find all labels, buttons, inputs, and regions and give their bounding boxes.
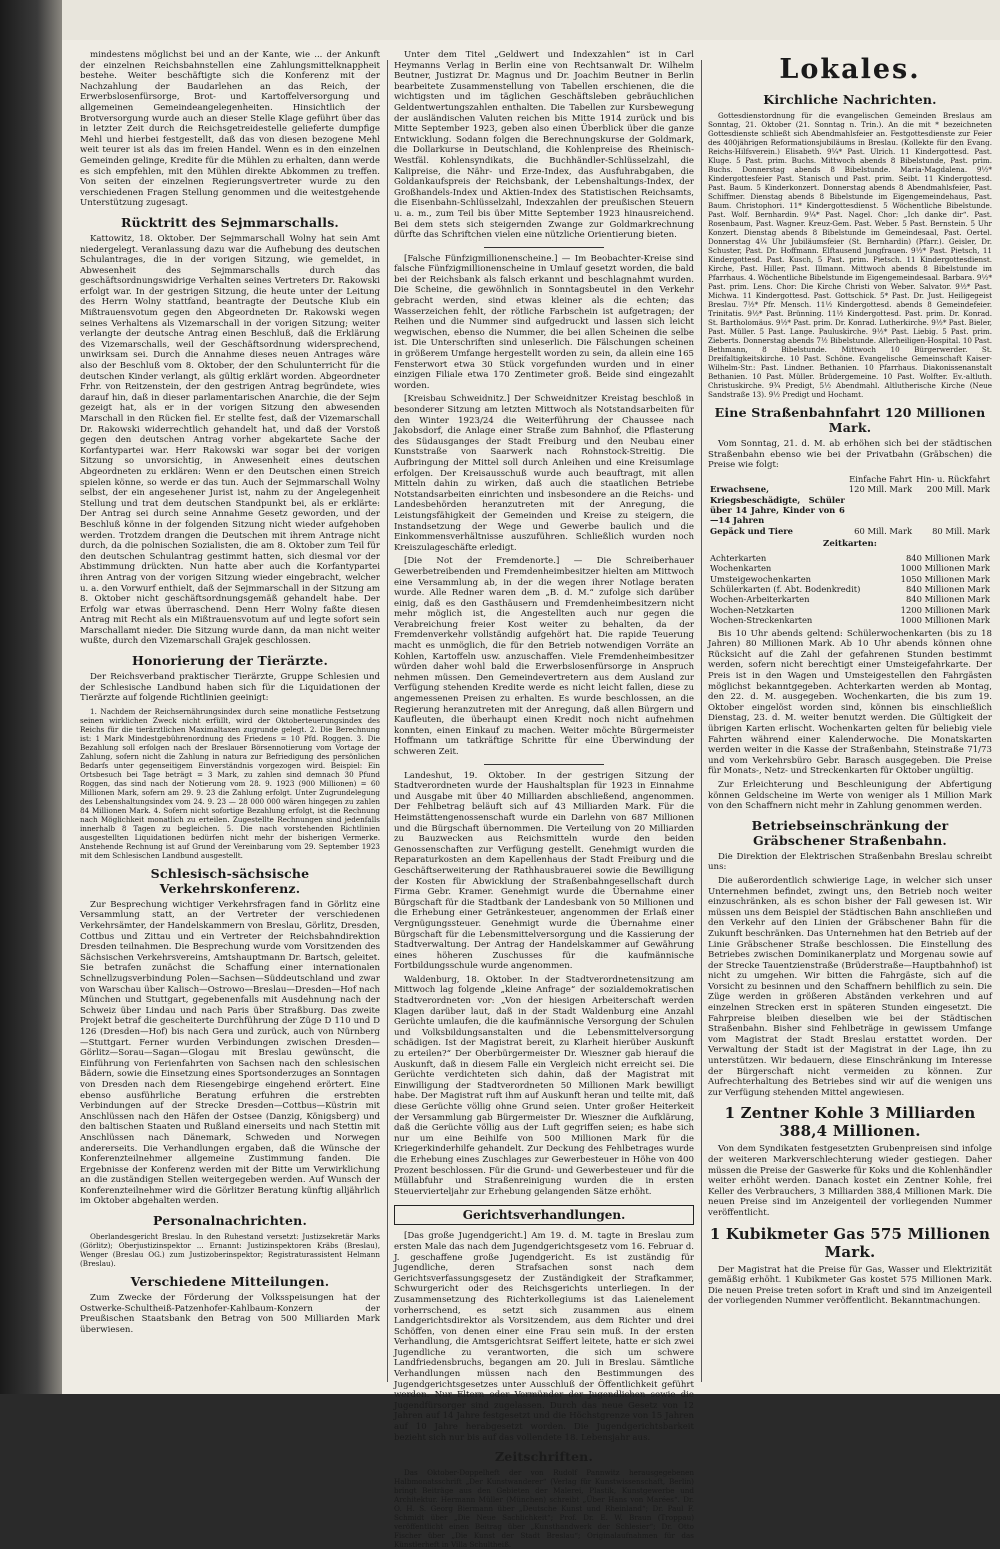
article-heading: Betriebseinschränkung der Gräbschener Straßenbahn. [751,817,949,848]
ticket-price: 1050 Millionen Mark [900,573,990,584]
article-heading: Eine Straßenbahnfahrt 120 Millionen Mark. [714,405,986,435]
table-row [708,574,992,584]
ticket-price: 1000 Millionen Mark [900,563,990,574]
article-text: Von dem Syndikaten festgesetzten Grubenpreisen sind infolge der weiteren Markverschlechterung wieder gestiegen. Daher müssen die Preise der Gaswerke für Koks und die Kohlenhändler weiter erhöht werden. Danach kostet ein Zentner Kohle, frei Keller des Verbrauchers, 3 Milliarden 388,4 Millionen Mark. Die neuen Preise sind im Anzeigenteil der vorliegenden Nummer veröffentlicht. [708,1144,992,1218]
ticket-name: Schülerkarten (f. Abt. Bodenkredit) [710,584,861,595]
fare-value: 80 Mill. Mark [932,525,990,536]
article-text: [Kreisbau Schweidnitz.] Der Schweidnitzer Kreistag beschloß in besonderer Sitzung am letzten Mittwoch als Notstandsarbeiten für den Winter 1923/24 die Weiterführung der Chaussee nach Jakobsdorf, die Anlage einer Straße zum Bahnhof, die Pflasterung des Südausganges der Stadt Freiburg und den Neubau einer Kunststraße von Saarwerk nach Rohnstock-Streitig. Die Aufbringung der Mittel soll durch Anleihen und eine Kreisumlage erfolgen. Der Kreisausschuß wurde auch beauftragt, mit allen Mitteln dahin zu wirken, daß auch die staatlichen Betriebe Notstandsarbeiten einrichten und insbesondere an die Reichs- und Landesbehörden heranzutreten mit der Anregung, die Leistungsfähigkeit der Gemeinden und Kreise zu steigern, die Instandsetzung der Wege und Gewerbe baulich und die Einkommensverhältnisse auszuführen. Schließlich wurden noch Kreiszulageschäfte erledigt. [394,394,694,553]
ticket-price: 840 Millionen Mark [905,594,990,605]
ticket-name: Wochen-Streckenkarten [710,615,813,626]
article-text: Bis 10 Uhr abends geltend: Schülerwochenkarten (bis zu 18 Jahren) 80 Millionen Mark. Ab 10 Uhr abends können ohne Rücksicht auf die Zahl der gefahrenen Stunden bestimmt werden, sofern nicht berechtigt einer Umsteigefahrkarte. Der Preis ist in den Wagen und Umsteigestellen den Fahrgästen möglichst bekanntgegeben. Achterkarten werden ab Montag, den 22. d. M. ausgegeben. Wochenkarten, die bis zum 19. Oktober eingelöst worden sind, können bis einschließlich Dienstag, 23. d. M. weiter benutzt werden. Die Gültigkeit der übrigen Karten erlischt. Wochenkarten gelten für beliebig viele Fahrten während einer Kalenderwoche. Die Monatskarten werden weiter in die Kasse der Straßenbahn, Steinstraße 71/73 und vom Verkehrsbüro Gebr. Barasch ausgegeben. Die Preise für Monats-, Netz- und Streckenkarten für Oktober ungültig. [708,628,992,777]
column-3 [708,50,992,1386]
fare-col-return: Hin- u. Rückfahrt [916,473,990,484]
ticket-price: 1000 Millionen Mark [900,615,990,626]
article-text: Gottesdienstordnung für die evangelischen Gemeinden Breslaus am Sonntag, 21. Oktober (21. Sonntag n. Trin.). An die mit * bezeichneten Gottesdienste schließt sich Abendmahlsfeier an. Festgottesdienste zur Feier des 400jährigen Reformationsjubiläums in Breslau. (Kollekte für den Evang. Reichs-Hilfsverein.) Elisabeth. 9¼* Past. Ulrich. 11 Kindergottesd. Past. Kluge. 5 Past. prim. Buchs. Mittwoch abends 8 Bibelstunde, Past. prim. Buchs. Donnerstag abends 8 Bibelstunde. Maria-Magdalena. 9½* Kindergottesfeier Past. Stanisch und Past. prim. Seibt. 11 Kindergottesd. Past. Baum. 5 Kinderkonzert. Donnerstag abends 8 Abendmahlsfeier, Past. Schiffmer. Dienstag abends 8 Bibelstunde im Eigengemeindehaus, Past. Baum. Christophori. 11* Kindergottesdienst. 5 Wöchentliche Bibelstunde. Past. Wolf. Bernhardin. 9¼* Past. Nagel. Chor: „Ich danke dir“. Past. Rosenbaum, Past. Wagner. Kreuz-Gem. Past. Weber. 5 Past. Bernstein. 5 Uhr Konzert. Dienstag abends 8 Bibelstunde im Gemeindesaal, Past. Oertel. Donnerstag 4¼ Uhr Jubiläumsfeier (St. Bernhardin) (Pfarr.). Geisler, Dr. Schuster, Past. Dr. Hoffmann. Elftausend Jungfrauen. 9½* Past. Pietsch, 11 Kindergottesd. Past. Kusch, 5 Past. prim. Pietsch. 11 Kindergottesdienst. Kirche, Past. Hiller, Past. Illmann. Mittwoch abends 8 Bibelstunde im Pfarrhaus. 4. Wöchentliche Bibelstunde im Eigengemeindesaal. Barbara. 9½* Past. prim. Lens. Chor: Die Kirche Christi von Weber. Salvator. 9½* Past. Michwa. 11 Kindergottesd. Past. Gottschick. 5* Past. Dr. Just. Heiligegeist Breslau. 7½* Pfr. Mensch. 11½ Kindergottesd. abends 8 Gemeindefeier. Trinitatis. 9½* Past. Brünning. 11½ Kindergottesd. Past. prim. Dr. Konrad. St. Bartholomäus. 9½* Past. prim. Dr. Konrad. Lutherkirche. 9½* Past. Bieler, Past. Müller. 5 Past. Lange. Pauluskirche. 9½* Past. Liebig. 5 Past. prim. Zieberts. Donnerstag abends 7½ Bibelstunde. Allerheiligen-Hospital. 10 Past. Bethmann, 8 Bibelstunde. Mittwoch 10 Bürgerwerder. St. Dreifaltigkeitskirche. 10 Past. Schöne. Evangelische Gemeinschaft Kaiser-Wilhelm-Str.: Past. Lindner. Bethanien. 10 Pfarrhaus. Diakonissenanstalt Bethanien. 10 Past. Müller. Brüdergemeine. 10 Past. Wolfter. Ev.-altluth. Christuskirche. 9¾ Predigt, 5½ Abendmahl. Altlutherische Kirche (Neue Sandstraße 13). 9½ Predigt und Hochamt. [708,111,992,399]
article-text: mindestens möglichst bei und an der Kante, wie ... der Ankunft der einzelnen Reichsbahnstellen eine Zahlungsmittelknappheit bestehe. Weiter beschäftigte sich die Konferenz mit der Nachzahlung der Baudarlehen an das Reich, der Erwerbslosenfürsorge, Brot- und Kartoffelversorgung und allgemeinen Gemeindeangelegenheiten. Hinsichtlich der Brotversorgung wurde auch an dieser Stelle Klage geführt über das in letzter Zeit durch die Reichsgetreidestelle gelieferte dumpfige Mehl und hierbei festgestellt, daß das von diesen bezogene Mehl weit teurer ist als das im freien Handel. Wenn es in den einzelnen Gemeinden gelinge, Kredite für die Mühlen zu erhalten, dann werde es sich empfehlen, mit den Mühlen direkte Abkommen zu treffen. Von seiten der einzelnen Regierungsvertreter wurde zu den verschiedenen Fragen Stellung genommen und die weitestgehende Unterstützung zugesagt. [80,50,380,209]
fare-value: 120 Mill. Mark [848,484,913,495]
table-row [708,594,992,604]
article-text: Kattowitz, 18. Oktober. Der Sejmmarschall Wolny hat sein Amt niedergelegt. Veranlassung dazu war die Aufhebung des deutschen Schulantrages, die in der vorigen Sitzung, wie gemeldet, in Abwesenheit des Sejmmarschalls durch das geschäftsordnungswidrige Verhalten seines Vertreters Dr. Rakowski erfolgt war. In der gestrigen Sitzung, die heute unter der Leitung des Herrn Wolny stattfand, beantragte der Deutsche Klub ein Mißtrauensvotum gegen den Abgeordneten Dr. Rakowski wegen seines Verhaltens als Vizemarschall in der vorigen Sitzung; weiter verlangte der deutsche Antrag einen Beschluß, daß die Erklärung des Vizemarschalls, weil der Geschäftsordnung widersprechend, unwirksam sei. Durch die Annahme dieses neuen Antrages wäre also der Beschluß vom 8. Oktober, der den Schulunterricht für die deutschen Kinder verlangt, als gültig erklärt worden. Abgeordneter Frhr. von Reitzenstein, der den gestrigen Antrag begründete, wies darauf hin, daß in dieser parlamentarischen Anarchie, die der Sejm gezeigt hat, als er in der vorigen Sitzung den abwesenden Marschall in den Rücken fiel. Er stellte fest, daß der Vizemarschall Dr. Rakowski widerrechtlich gehandelt hat, und daß der Vorstoß gegen den deutschen Antrag vorher abgekartete Sache der Korfantypartei war. Herr Rakowski war sogar bei der vorigen Sitzung so unvorsichtig, in Anwesenheit eines deutschen Abgeordneten zu erklären: Wenn er den Deutschen einen Streich spielen könne, so werde er das tun. Auch der Sejmmarschall Wolny selbst, der ein angesehener Jurist ist, nahm zu der Angelegenheit Stellung und trat dem deutschen Standpunkt bei, als er erklärte: Der Antrag sei durch seine Annahme Gesetz geworden, und der Beschluß könne in der folgenden Sitzung nicht wieder aufgehoben werden. Trotzdem drangen die Deutschen mit ihrem Antrage nicht durch, da die polnischen Sozialisten, die am 8. Oktober zum Teil für den deutschen Schulantrag gestimmt hatten, sich diesmal vor der Abstimmung drückten. Nun hatte aber auch die Korfantypartei ihren Antrag von der vorigen Sitzung wieder eingebracht, welcher u. a. den Vorwurf enthielt, daß der Sejmmarschall in der Sitzung am 8. Oktober nicht geschäftsordnungsgemäß gehandelt habe. Der Erfolg war etwas überraschend. Denn Herr Wolny faßte diesen Antrag mit Recht als ein Mißtrauensvotum auf und legte sofort sein Marschallamt nieder. Die Sitzung wurde dann, da man nicht weiter wußte, durch den Vizemarschall Grajek geschlossen. [80,233,380,647]
article-text: Die Direktion der Elektrischen Straßenbahn Breslau schreibt uns: [708,851,992,873]
ticket-price: 1200 Millionen Mark [900,604,990,615]
article-heading: Kirchliche Nachrichten. [763,92,937,107]
zeitkarten-title: Zeitkarten: [823,539,877,550]
article-text: Der Magistrat hat die Preise für Gas, Wasser und Elektrizität gemäßig erhöht. 1 Kubikmeter Gas kostet 575 Millionen Mark. Die neuen Preise treten sofort in Kraft und sind im Anzeigenteil der vorliegenden Nummer veröffentlicht. Bekanntmachungen. [708,1264,992,1307]
fare-value: 200 Mill. Mark [926,484,990,495]
article-text: Unter dem Titel „Geldwert und Indexzahlen“ ist in Carl Heymanns Verlag in Berlin eine von Rechtsanwalt Dr. Wilhelm Beutner, Justizrat Dr. Magnus und Dr. Joachim Beutner in Berlin bearbeitete Zusammenstellung von Tabellen erschienen, die die wichtigsten und im täglichen Geschäftsleben gebräuchlichen Geldentwertungszahlen enthalten. Die Tabellen zur Kursbewegung der ausländischen Valuten reichen bis Mitte 1914 zurück und bis Mitte September 1923, geben also einen Überblick über die ganze Entwicklung. Sodann folgen die Berechnungskurse der Goldmark, die Dollarkurse in Deutschland, die Kohlenpreise des Rheinisch-Westfäl. Kohlensyndikats, die Buchhändler-Schlüsselzahl, die Kalipreise, die Nähr- und Erze-Index, das Ausfuhrabgaben, die Goldankaufspreis der Reichsbank, der Lebenshaltungs-Index, der Großhandels-Index und Aktien-Index des Statistischen Reichsamts, die Eisenbahn-Schlüsselzahl, Indexzahlen der preußischen Steuern u. a. m., zum Teil bis über Mitte September 1923 hinausreichend. Bei dem stets sich steigernden Zwange zur Goldmarkrechnung dürfte das Schriftchen vielen eine nützliche Orientierung bieten. [394,50,694,241]
article-text: Oberlandesgericht Breslau. In den Ruhestand versetzt: Justizsekretär Marks (Görlitz); Oberjustizinspektor ... Ernannt: Justizinspektoren Kräbs (Breslau), Wenger (Breslau OG.) zum Justizoberinspektor; Registraturassistent Helmann (Breslau). [80,1232,380,1269]
article-heading: 1 Zentner Kohle 3 Milliarden 388,4 Millionen. [724,1104,976,1141]
fare-col-single: Einfache Fahrt [849,473,913,484]
fare-table-header-blank [708,474,847,484]
ticket-name: Wochen-Netzkarten [710,604,795,615]
article-text: [Das große Jugendgericht.] Am 19. d. M. tagte in Breslau zum ersten Male das nach dem Jugendgerichtsgesetz vom 16. Februar d. J. geschaffene große Jugendgericht. Es ist zuständig für Jugendliche, deren Strafsachen sonst nach dem Gerichtsverfassungsgesetz der Zuständigkeit der Strafkammer, Schwurgericht oder des Reichsgerichts unterliegen. In der Zusammensetzung des Richterkollegiums ist das Laienelement vorherrschend, es setzt sich zusammen aus einem Landgerichtsdirektor als Vorsitzendem, aus dem Richter und drei Schöffen, von denen einer eine Frau sein muß. In der ersten Verhandlung, die Amtsgerichtsrat Seiffert leitete, hatte er sich zwei Jugendliche zu verantworten, die sich um schwere Landfriedensbruchs, begangen am 20. Juli in Breslau. Sämtliche Verhandlungen müssen nach den Bestimmungen des Jugendgerichtsgesetzes unter Ausschluß der Öffentlichkeit geführt werden. Nur Eltern oder Vormünder der Jugendlichen sowie die Jugendfürsorger sind zugelassen. Durch das neue Gesetz von 12 Jahren auf 14 Jahre festgesetzt und die Höchstgrenze von 15 Jahren auf 10 Jahre herabgesetzt worden. Die Jugendgerichtsbarkeit bezieht sich nur bis auf das vollendete 18. Lebensjahr aus. [394,1231,694,1443]
column-rule [701,60,702,1382]
separator [484,247,604,248]
column-rule [387,60,388,1382]
article-text: Zur Besprechung wichtiger Verkehrsfragen fand in Görlitz eine Versammlung statt, an der Vertreter der verschiedenen Verkehrsämter, der Handelskammern von Breslau, Görlitz, Dresden, Cottbus und Zittau und ein Vertreter der Reichsbahndirektion Dresden teilnahmen. Die Besprechung wurde vom Vorsitzenden des Sächsischen Verkehrsvereins, Amtshauptmann Dr. Bartsch, geleitet. Sie betrafen zunächst die Schaffung einer internationalen Schnellzugsverbindung Polen—Sachsen—Süddeutschland und zwar von Warschau über Kalisch—Ostrowo—Breslau—Dresden—Hof nach München und Stuttgart, gegebenenfalls mit Ausdehnung nach der Schweiz über Lindau und nach Paris über Straßburg. Das zweite Projekt betraf die gescheiterte Durchführung der Züge D 110 und D 126 (Dresden—Hof) bis nach Gera und zurück, auch von Nürnberg—Stuttgart. Ferner wurden Verbindungen zwischen Dresden—Görlitz—Sorau—Sagan—Glogau mit Breslau gewünscht, die Einführung von Ferienfahrten von Sachsen nach den schlesischen Bädern, sowie die Einsetzung eines Sportsonderzuges an Sonntagen von Dresden nach dem Riesengebirge eingehend erörtert. Eine ebenso ausführliche Beratung erfuhren die erstrebten Verbindungen auf der Strecke Dresden—Cottbus—Küstrin mit Anschlüssen nach den Häfen der Ostsee (Danzig, Königsberg) und den baltischen Staaten und Rußland einerseits und nach Stettin mit Anschlüssen nach Dänemark, Schweden und Norwegen andererseits. Die Verhandlungen ergaben, daß die Wünsche der Konferenzteilnehmer allgemeine Zustimmung fanden. Die Ergebnisse der Konferenz werden mit der Bitte um Verwirklichung an die zuständigen Stellen weitergegeben werden. Auf Wunsch der Konferenzteilnehmer wird die Görlitzer Beratung künftig alljährlich im Oktober abgehalten werden. [80,899,380,1207]
column-1 [80,50,380,1386]
article-heading: Rücktritt des Sejmmarschalls. [120,214,339,230]
article-heading: Verschiedene Mitteilungen. [130,1274,330,1290]
article-text: Landeshut, 19. Oktober. In der gestrigen Sitzung der Stadtverordneten wurde der Haushaltsplan für 1923 in Einnahme und Ausgabe mit über 40 Milliarden abschließend, angenommen. Der Fehlbetrag beläuft sich auf 43 Milliarden Mark. Für die Heimstättengenossenschaft wurde ein Darlehn von 687 Millionen und die Bürgschaft übernommen. Die Verteilung von 20 Milliarden zu Bauzwecken aus Reichsmitteln wurde den beiden Genossenschaften zur Verfügung gestellt. Genehmigt wurden die Reparaturkosten an dem Kapellenhaus der Stadt Freiburg und die Geschäftserweiterung der Rathhausbrauerei sowie die Bewilligung der Kosten für Abwicklung der Straßenbahngesellschaft durch Firma Gebr. Kramer. Genehmigt wurde die Übernahme einer Bürgschaft für die Stadtbank der Landesbank von 50 Millionen und die Erhebung einer Getränkesteuer, angenommen der Erlaß einer Vergnügungssteuer. Genehmigt wurde die Übernahme einer Bürgschaft für die Lebensmittelversorgung und die Kassierung der Stadtverwaltung. Der Antrag der Handelskammer auf Gewährung eines höheren Zuschusses für die kaufmännische Fortbildungsschule wurde angenommen. [394,770,694,972]
article-text: Zum Zwecke der Förderung der Volksspeisungen hat der Ostwerke-Schultheiß-Patzenhofer-Kahlbaum-Konzern der Preußischen Staatsbank den Betrag von 500 Milliarden Mark überwiesen. [80,1293,380,1335]
article-heading: 1 Kubikmeter Gas 575 Millionen Mark. [709,1224,991,1261]
book-binding [0,0,62,1394]
article-text: Der Reichsverband praktischer Tierärzte, Gruppe Schlesien und der Schlesische Landbund haben sich für die Liquidationen der Tierärzte auf folgende Richtlinien geeinigt: [80,672,380,704]
newspaper-page [62,40,1000,1549]
fare-row-label: Gepäck und Tiere [710,525,794,536]
ticket-name: Wochen-Arbeiterkarten [710,594,810,605]
article-heading: Personalnachrichten. [153,1213,307,1229]
article-heading-boxed: Gerichtsverhandlungen. [394,1205,694,1225]
article-heading: Zeitschriften. [494,1449,593,1465]
season-ticket-table [708,553,992,626]
ticket-name: Achterkarten [710,552,767,563]
ticket-price: 840 Millionen Mark [905,584,990,595]
article-text: Waldenburg, 18. Oktober. In der Stadtverordnetensitzung am Mittwoch lag folgende „kleine Anfrage“ der sozialdemokratischen Stadtverordneten vor: „Von der hiesigen Arbeiterschaft werden Klagen darüber laut, daß in der Stadt Waldenburg eine Anzahl Gerüchte umlaufen, die die kaufmännische Versorgung der Schulen und Volksbildungsanstalten und die Lebensmittelversorgung schädigen. Ist der Magistrat bereit, zu Klarheit hierüber Auskunft zu erteilen?“ Der Oberbürgermeister Dr. Wieszner gab hierauf die Auskunft, daß in diesem Falle ein Vergleich nicht erreicht sei. Die Gerüchte verdichteten sich dahin, daß der Magistrat mit Einwilligung der Stadtverordneten 50 Millionen Mark bewilligt habe. Der Magistrat ruft ihm auf Auskunft heran und teilte mit, daß diese Gerüchte völlig ohne Grund seien. Unter großer Heiterkeit der Versammlung gab Bürgermeister Dr. Wieszner die Aufklärung, daß die Gerüchte völlig aus der Luft gegriffen seien; es habe sich nur um eine Beihilfe von 500 Millionen Mark für die Kriegerkinderhilfe gehandelt. Zur Deckung des Fehlbetrages wurde die Erhebung eines Zuschlages zur Gewerbesteuer in Höhe von 400 Prozent beschlossen. Für die Grund- und Gewerbesteuer und für die Müllabfuhr und Straßenreinigung wurden die in ersten Steuervierteljahr zur Erhebung gelangenden Sätze erhöht. [394,974,694,1197]
table-row [708,605,992,615]
article-list: 1. Nachdem der Reichsernährungsindex durch seine monatliche Festsetzung seinen wirklichen Zweck nicht erfüllt, wird der Oktoberteuerungsindex des Reichs für die tierärztlichen Maximaltaxen zugrunde gelegt. 2. Die Berechnung ist: 1 Mark Mindestgebührenordnung des Friedens = 10 Pfd. Roggen. 3. Die Bezahlung soll erfolgen nach der Breslauer Börsennotierung vom Vortage der Zahlung, sofern nicht die Zahlung in natura zur Befriedigung des persönlichen Bedarfs unter gegenseitigem Einverständnis vorgezogen wird. Beispiel: Ein Ortsbesuch bei Tage beträgt = 3 Mark, zu zahlen sind demnach 30 Pfund Roggen, das sind nach der Notierung vom 28. 9. 1923 (900 Millionen) = 60 Millionen Mark, sofern am 29. 9. 23 die Zahlung erfolgt. Unter Zugrundelegung des Lebenshaltungsindex vom 24. 9. 23 — 28 000 000 wären hingegen zu zahlen 84 Millionen Mark. 4. Sofern nicht sofortige Bezahlung erfolgt, ist die Rechnung nach Möglichkeit monatlich zu erteilen. Zugestellte Rechnungen sind jedenfalls innerhalb 8 Tagen zu begleichen. 5. Die nach vorstehenden Richtlinien ausgestellten Liquidationen bedürfen nicht mehr der bisherigen Vermerke. Anstehende Rechnung ist auf Grund der Vereinbarung vom 29. September 1923 mit dem Schlesischen Landbund ausgestellt. [80,706,380,860]
article-heading: Honorierung der Tierärzte. [132,653,328,669]
fare-row-label: Erwachsene, Kriegsbeschädigte, Schüler über 14 Jahre, Kinder von 6—14 Jahren [710,484,845,526]
ticket-price: 840 Millionen Mark [905,552,990,563]
ticket-name: Wochenkarten [710,563,772,574]
article-text: [Falsche Fünfzigmillionenscheine.] — Im Beobachter-Kreise sind falsche Fünfzigmillionenscheine in Umlauf gesetzt worden, die bald bei der Reichsbank als falsch erkannt und beschlagnahmt wurden. Die Scheine, die gewöhnlich in Sonntagsbeutel in den Verkehr gebracht werden, sind etwas kleiner als die echten; das Wasserzeichen fehlt, der rötliche Farbschein ist aufgetragen; der Reihen und die Nummer sind aufgedruckt und lassen sich leicht wegwischen, ebenso die Nummer, die bei allen Scheinen die selbe ist. Die Unterschriften sind unleserlich. Die Fälschungen scheinen in größerem Umfange hergestellt worden zu sein, da allein eine 165 Fensterwort etwa 30 Stück vorgefunden wurden und in einer einzigen Filiale etwa 170 Zentimeter groß. Beide sind eingezahlt worden. [394,253,694,391]
article-text: Die außerordentlich schwierige Lage, in welcher sich unser Unternehmen befindet, zwingt uns, den Betrieb noch weiter einzuschränken, als es schon bisher der Fall gewesen ist. Wir müssen uns dem Beispiel der Städtischen Bahn anschließen und den Verkehr auf den Linien der Gräbschener Bahn für die Zukunft beschränken. Das Unternehmen hat den Betrieb auf der Linie Gräbschener Straße beschlossen. Die Einstellung des Betriebes zwischen Dominikanerplatz und Morgenau sowie auf der Strecke Tauentzienstraße (Brüderstraße—Hauptbahnhof) ist nicht zu umgehen. Wir bitten die Fahrgäste, sich auf die Vorsicht zu besinnen und den Schaffnern behilflich zu sein. Die Züge werden in größeren Abständen verkehren und auf einzelnen Strecken erst in späteren Stunden eingesetzt. Die Fahrpreise bleiben dieselben wie bei der Städtischen Straßenbahn. Bisher sind Fehlbeträge in gewissem Umfange vom Magistrat der Stadt Breslau erstattet worden. Der Verwaltung der Stadt ist der Magistrat in der Lage, ihn zu unterstützen. Wir bedauern, diese Einschränkung im Interesse der Bürgerschaft nicht vermeiden zu können. Zur Aufrechterhaltung des Betriebes sind wir auf die wenigen uns zur Verfügung stehenden Mittel angewiesen. [708,875,992,1098]
article-text: [Die Not der Fremdenorte.] — Die Schreiberhauer Gewerbetreibenden und Fremdenheimbesitzer hielten am Mittwoch eine Versammlung ab, in der die wegen ihrer Notlage beraten wurde. Alle Redner waren dem „B. d. M.“ zufolge sich darüber einig, daß es den Gasthäusern und Fremdenheimbesitzern nicht mehr möglich ist, die Angestellten auch nur gegen die Verabreichung freier Kost weiter zu behalten, da der Fremdenverkehr vollständig aufgehört hat. Die rapide Teuerung macht es unmöglich, die für den Betrieb notwendigen Vorräte an Kohlen, Kartoffeln usw. anzuschaffen. Viele Fremdenheimbesitzer würden daher wohl bald die Erwerbslosenfürsorge in Anspruch nehmen müssen. Den Gemeindevertretern aus dem Ausland zur Verfügung stehenden Kredite werde es nicht leicht fallen, diese zu angemessenen Preisen zu erhalten. Es wurde beschlossen, an die Regierung heranzutreten mit der Anregung, daß allen Bürgern und Kaufleuten, die überhaupt einen Kredit noch nicht aufnehmen konnten, einen Einkauf zu machen. Weiter möchte Bürgermeister Hoffmann um tatkräftige Schritte für eine Überwindung der schweren Zeit. [394,556,694,757]
table-row [708,563,992,573]
article-text: Vom Sonntag, 21. d. M. ab erhöhen sich bei der städtischen Straßenbahn ebenso wie bei der Privatbahn (Gräbschen) die Preise wie folgt: [708,439,992,471]
article-heading: Schlesisch-sächsische Verkehrskonferenz. [150,865,310,896]
article-text: Das Oktober-Doppelheft der von Rudolf Pannwitz herausgegebenen Halbmonatsschrift „Der Kunstwanderer“ (Verlag für Kunstwissenschaft, Berlin) bringt Beiträge aus den Gebieten der Malerei, Plastik, Kunstgewerbe und Architektur. Hermann Müller (München) schreibt „Über Hans von Marées“. Dr. O. H. S. Georg Biermann über „Deutsche Kunst und Rheinland“; Dr. Paul F. Schmidt über „Die Neue Sachlichkeit“; Prof. Dr. E. W. Braun (Troppau) veröffentlicht einen Beitrag über „Kunsthandwerk der Schlesier“; Dr. Otto Fischer über „Die Kunst der Stadt Breslau“; Originalaufnahmen für das Künstlerheft in Villa Schultheiß. [394,1468,694,1549]
column-2 [394,50,694,1549]
table-row [708,615,992,625]
section-title: Lokales. [779,54,921,85]
fare-table [708,474,992,536]
fare-value: 60 Mill. Mark [854,525,913,536]
table-row [708,584,992,594]
article-text: Zur Erleichterung und Beschleunigung der Abfertigung können Geldscheine im Werte von weniger als 1 Million Mark von den Schaffnern nicht mehr in Zahlung genommen werden. [708,779,992,812]
page-top-margin [62,0,1000,40]
separator [484,764,604,765]
table-row [708,553,992,563]
ticket-name: Umsteigewochenkarten [710,573,812,584]
